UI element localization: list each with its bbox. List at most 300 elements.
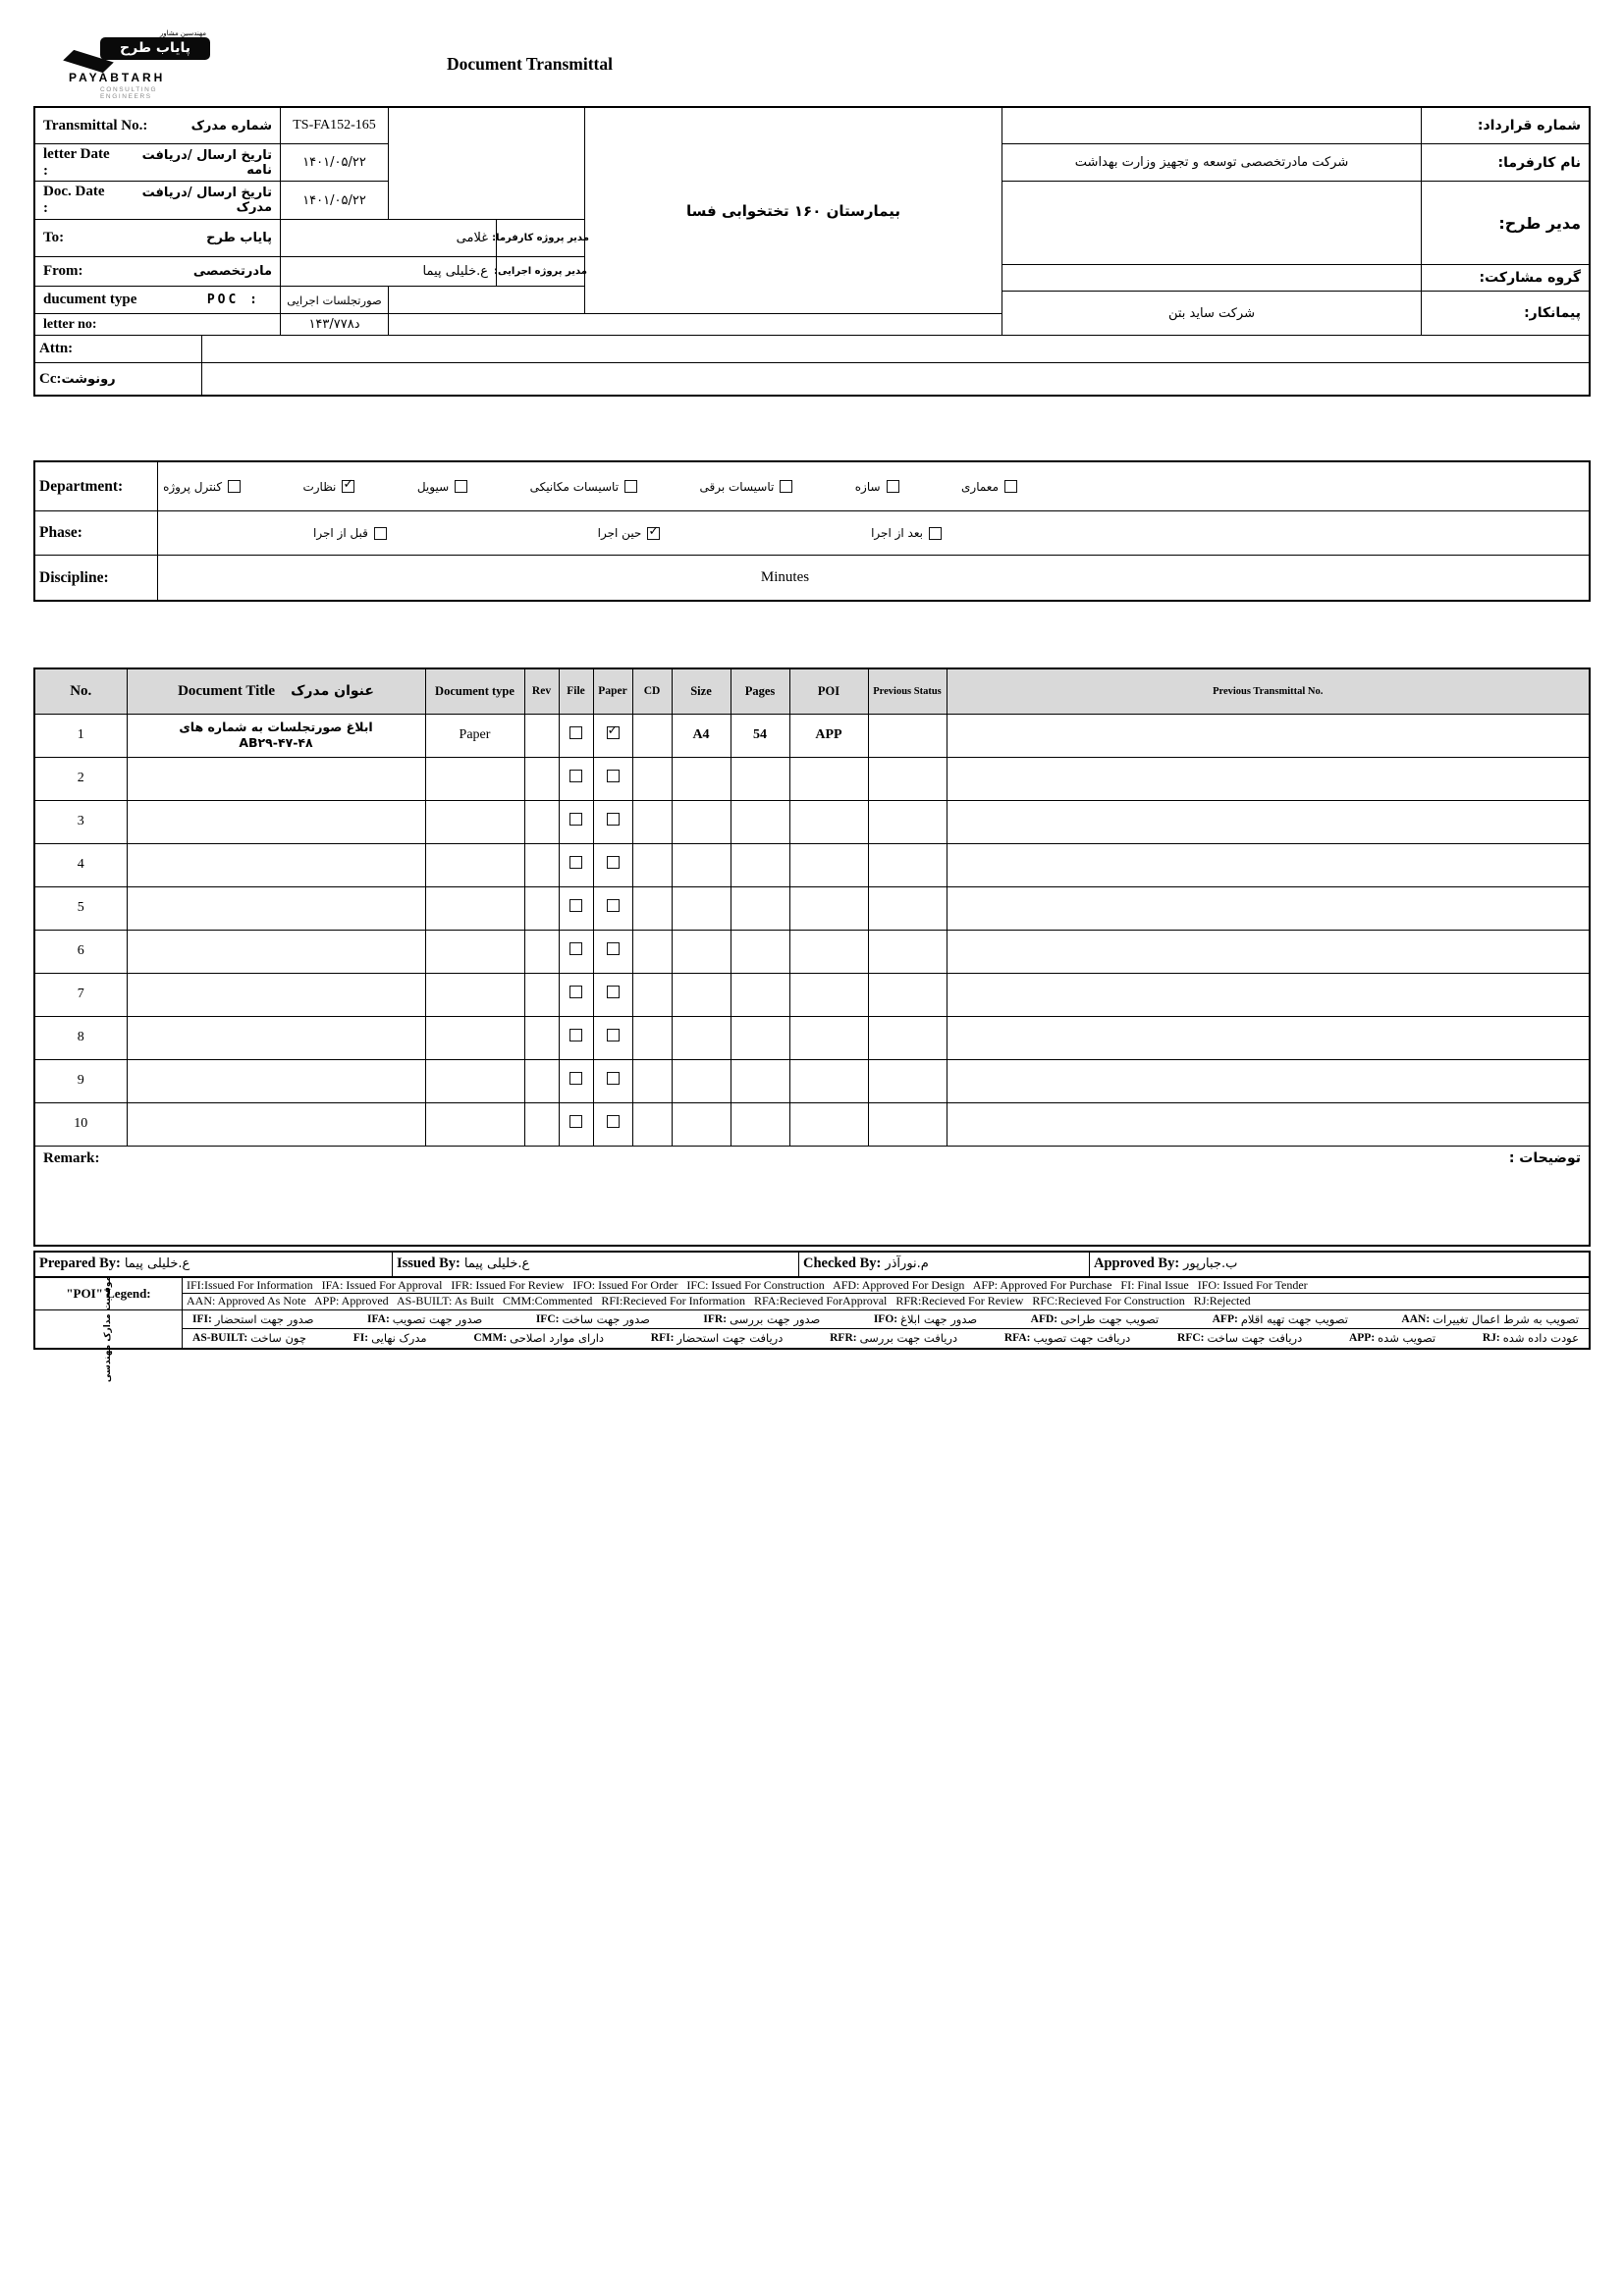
phase-label: Phase: — [35, 511, 158, 555]
transmittal-no-label-fa: شماره مدرک — [190, 118, 272, 133]
row-no: 3 — [35, 800, 127, 843]
department-item-label: تاسیسات برقی — [699, 479, 775, 494]
doc-date-label-fa: تاریخ ارسال /دریافت مدرک — [141, 186, 272, 215]
legend-item — [830, 1331, 957, 1345]
row-pages — [731, 886, 789, 930]
col-previous-transmittal-no: Previous Transmittal No. — [947, 669, 1589, 714]
row-previous-transmittal — [947, 757, 1589, 800]
file-checkbox[interactable] — [569, 813, 582, 826]
design-manager-value — [1002, 182, 1422, 265]
row-file-cell — [559, 1102, 593, 1146]
phase-checkbox[interactable] — [929, 527, 942, 540]
row-size — [672, 757, 731, 800]
doc-date-label-cell — [35, 182, 281, 220]
file-checkbox[interactable] — [569, 856, 582, 869]
phase-item-label: بعد از اجرا — [871, 526, 923, 540]
row-previous-transmittal — [947, 1102, 1589, 1146]
legend-item-code: AAN: — [1401, 1312, 1431, 1325]
logo-name-fa: پایاب طرح — [120, 40, 190, 56]
legend-item-fa: عودت داده شده — [1502, 1331, 1579, 1345]
department-item — [699, 480, 792, 494]
phase-options — [313, 526, 942, 540]
row-rev — [524, 1059, 559, 1102]
row-pages — [731, 930, 789, 973]
legend-item-code: RFR: — [830, 1332, 857, 1344]
legend-item — [1004, 1331, 1130, 1345]
row-paper-cell — [593, 843, 632, 886]
col-paper: Paper — [593, 669, 632, 714]
phase-item — [598, 526, 661, 540]
legend-item-code: AFD: — [1030, 1312, 1058, 1325]
paper-checkbox[interactable] — [607, 726, 620, 739]
transmittal-no-label-en: Transmittal No.: — [43, 117, 148, 133]
doc-table-header-row — [35, 669, 1589, 714]
row-cd — [632, 1059, 672, 1102]
row-previous-status — [868, 886, 947, 930]
row-cd — [632, 757, 672, 800]
legend-item-code: AFP: — [1212, 1312, 1238, 1325]
row-document-type — [425, 1059, 524, 1102]
discipline-value: Minutes — [760, 569, 810, 585]
row-file-cell — [559, 1016, 593, 1059]
department-item-label: نظارت — [302, 479, 337, 494]
phase-checkbox[interactable] — [647, 527, 660, 540]
row-previous-transmittal — [947, 800, 1589, 843]
legend-item-code: IFO: — [873, 1312, 898, 1325]
row-no: 8 — [35, 1016, 127, 1059]
row-title — [127, 843, 425, 886]
row-previous-transmittal — [947, 1016, 1589, 1059]
to-person-cell — [281, 220, 497, 257]
row-pages: 54 — [731, 714, 789, 757]
col-pages: Pages — [731, 669, 789, 714]
row-paper-cell — [593, 930, 632, 973]
row-cd — [632, 886, 672, 930]
legend-item — [1349, 1331, 1435, 1345]
from-cell — [35, 257, 281, 287]
file-checkbox[interactable] — [569, 1115, 582, 1128]
paper-checkbox[interactable] — [607, 1072, 620, 1085]
remark-box — [35, 1147, 1589, 1245]
partnership-label-cell: گروه مشارکت: — [1422, 265, 1589, 292]
legend-item-code: FI: — [352, 1332, 369, 1344]
legend-item-code: RFA: — [1003, 1332, 1031, 1344]
row-paper-cell — [593, 973, 632, 1016]
department-checkbox[interactable] — [455, 480, 467, 493]
department-item-label: کنترل پروژه — [163, 479, 223, 494]
doc-table-body — [35, 714, 1589, 1146]
info-empty-cell — [389, 287, 585, 314]
row-no: 6 — [35, 930, 127, 973]
legend-item-code: IFI: — [192, 1312, 212, 1325]
department-row — [35, 462, 1589, 511]
legend-item-code: RFC: — [1177, 1332, 1205, 1344]
from-value: مادرتخصصی — [192, 264, 272, 279]
row-document-type: Paper — [425, 714, 524, 757]
legend-item-fa: دریافت جهت تصویب — [1033, 1331, 1131, 1345]
department-checkbox[interactable] — [342, 480, 354, 493]
from-person: ع.خلیلی پیما — [422, 264, 488, 279]
legend-item — [192, 1312, 314, 1326]
legend-item — [874, 1312, 977, 1326]
cc-value — [202, 363, 1589, 395]
letter-no-label-cell: letter no: — [35, 314, 281, 336]
doc-row — [35, 714, 1589, 757]
row-size — [672, 1059, 731, 1102]
row-file-cell — [559, 973, 593, 1016]
to-person: غلامی — [456, 231, 488, 245]
row-size — [672, 1102, 731, 1146]
row-file-cell — [559, 714, 593, 757]
row-cd — [632, 1016, 672, 1059]
row-previous-status — [868, 800, 947, 843]
row-poi: APP — [789, 714, 868, 757]
to-label: To: — [43, 230, 65, 245]
paper-checkbox[interactable] — [607, 856, 620, 869]
approved-by-name: ب.جبارپور — [1183, 1256, 1238, 1271]
legend-item-fa: صدور جهت بررسی — [730, 1311, 821, 1326]
file-checkbox[interactable] — [569, 726, 582, 739]
row-paper-cell — [593, 757, 632, 800]
doc-row — [35, 1059, 1589, 1102]
legend-item — [703, 1312, 820, 1326]
from-person-cell — [281, 257, 497, 287]
row-document-type — [425, 1102, 524, 1146]
department-item — [530, 480, 637, 494]
legend-item-fa: تصویب شده — [1378, 1331, 1436, 1345]
department-table — [33, 460, 1591, 602]
row-no: 1 — [35, 714, 127, 757]
department-checkbox[interactable] — [624, 480, 637, 493]
legend-item — [651, 1331, 784, 1345]
page-title: Document Transmittal — [447, 54, 613, 74]
row-poi — [789, 930, 868, 973]
row-size — [672, 1016, 731, 1059]
file-checkbox[interactable] — [569, 986, 582, 998]
row-size — [672, 930, 731, 973]
col-previous-status: Previous Status — [868, 669, 947, 714]
paper-checkbox[interactable] — [607, 1029, 620, 1041]
legend-item — [1213, 1312, 1348, 1326]
info-empty-cell — [389, 314, 1002, 336]
row-rev — [524, 800, 559, 843]
row-paper-cell — [593, 886, 632, 930]
row-paper-cell — [593, 714, 632, 757]
row-no: 9 — [35, 1059, 127, 1102]
department-item — [302, 480, 354, 494]
row-poi — [789, 886, 868, 930]
cc-label-cell: Cc: رونوشت — [35, 363, 202, 395]
discipline-label: Discipline: — [35, 556, 158, 600]
contractor-label-cell: پیمانکار: — [1422, 292, 1589, 336]
discipline-row — [35, 556, 1589, 600]
legend-item-fa: صدور جهت استحضار — [214, 1311, 314, 1326]
poi-legend-fa-line1 — [183, 1310, 1589, 1329]
legend-item-fa: چون ساخت — [250, 1331, 306, 1345]
row-rev — [524, 1016, 559, 1059]
col-poi: POI — [789, 669, 868, 714]
paper-checkbox[interactable] — [607, 942, 620, 955]
doc-row — [35, 973, 1589, 1016]
row-previous-status — [868, 973, 947, 1016]
row-title — [127, 757, 425, 800]
doc-row — [35, 757, 1589, 800]
row-previous-status — [868, 714, 947, 757]
row-title — [127, 1016, 425, 1059]
row-previous-transmittal — [947, 714, 1589, 757]
department-checkbox[interactable] — [780, 480, 792, 493]
legend-item-fa: مدرک نهایی — [371, 1331, 427, 1345]
approved-by-label: Approved By: — [1094, 1255, 1180, 1271]
logo-mark — [100, 37, 210, 60]
to-cell — [35, 220, 281, 257]
row-document-type — [425, 757, 524, 800]
poi-legend-line2: AAN: Approved As Note APP: Approved AS-BUILT: As Built CMM:Commented RFI:Recieved For Information RFA:Recieved ForApproval RFR:Recieved For Review RFC:Recieved For Construction RJ:Rejected — [187, 1294, 1251, 1308]
design-manager-label-cell: مدیر طرح: — [1422, 182, 1589, 265]
row-previous-transmittal — [947, 973, 1589, 1016]
row-cd — [632, 800, 672, 843]
prepared-by-cell — [35, 1253, 392, 1276]
checked-by-name: م.نورآذر — [885, 1256, 929, 1271]
row-poi — [789, 757, 868, 800]
department-checkbox[interactable] — [1004, 480, 1017, 493]
row-no: 7 — [35, 973, 127, 1016]
department-item-label: سازه — [854, 479, 881, 494]
department-checkbox[interactable] — [228, 480, 241, 493]
logo-name-en: PAYABTARH — [69, 71, 166, 84]
col-rev: Rev — [524, 669, 559, 714]
department-item-label: تاسیسات مکانیکی — [529, 479, 620, 494]
row-paper-cell — [593, 1102, 632, 1146]
row-cd — [632, 1102, 672, 1146]
document-type-label-cell — [35, 287, 281, 314]
file-checkbox[interactable] — [569, 1029, 582, 1041]
row-rev — [524, 886, 559, 930]
department-label: Department: — [35, 462, 158, 510]
doc-row — [35, 1016, 1589, 1059]
row-pages — [731, 800, 789, 843]
row-poi — [789, 1059, 868, 1102]
letter-date-label-fa: تاریخ ارسال /دریافت نامه — [141, 147, 272, 178]
row-pages — [731, 1016, 789, 1059]
row-cd — [632, 843, 672, 886]
legend-item-fa: دارای موارد اصلاحی — [510, 1331, 605, 1345]
file-checkbox[interactable] — [569, 942, 582, 955]
row-previous-transmittal — [947, 930, 1589, 973]
legend-item-code: APP: — [1348, 1332, 1376, 1344]
checked-by-cell — [798, 1253, 1089, 1276]
contract-no-label-cell: شماره قرارداد: — [1422, 108, 1589, 144]
row-previous-status — [868, 757, 947, 800]
department-item-label: سیویل — [416, 479, 450, 494]
employer-label-cell: نام کارفرما: — [1422, 144, 1589, 182]
transmittal-no-label-cell — [35, 108, 281, 144]
department-checkbox[interactable] — [887, 480, 899, 493]
legend-item — [1483, 1331, 1579, 1345]
paper-checkbox[interactable] — [607, 986, 620, 998]
employer-value: شرکت مادرتخصصی توسعه و تجهیز وزارت بهداشت — [1002, 144, 1422, 182]
col-cd: CD — [632, 669, 672, 714]
poi-legend-line1: IFI:Issued For Information IFA: Issued For Approval IFR: Issued For Review IFO: Issued For Order IFC: Issued For Construction AFD: Approved For Design AFP: Approved For Purchase FI: Final Issue IFO: Issued For Tender — [183, 1278, 1589, 1294]
document-type-fa-cell: صورتجلسات اجرایی — [281, 287, 389, 314]
contract-no-value — [1002, 108, 1422, 144]
legend-item-code: IFR: — [703, 1312, 728, 1325]
issued-by-name: ع.خلیلی پیما — [463, 1256, 530, 1271]
legend-item-fa: صدور جهت تصویب — [392, 1311, 483, 1326]
row-document-type — [425, 800, 524, 843]
row-title — [127, 930, 425, 973]
info-table — [33, 106, 1591, 397]
row-title — [127, 973, 425, 1016]
row-paper-cell — [593, 1059, 632, 1102]
prepared-by-label: Prepared By: — [39, 1255, 121, 1271]
legend-item-code: IFA: — [367, 1312, 390, 1325]
legend-item-fa: دریافت جهت استحضار — [677, 1331, 784, 1345]
row-previous-status — [868, 930, 947, 973]
row-poi — [789, 800, 868, 843]
department-item — [163, 480, 241, 494]
row-size — [672, 886, 731, 930]
row-rev — [524, 973, 559, 1016]
row-document-type — [425, 843, 524, 886]
legend-item-code: AS-BUILT: — [192, 1332, 248, 1344]
cc-row — [35, 363, 1589, 395]
poi-legend — [33, 1275, 1591, 1382]
paper-checkbox[interactable] — [607, 899, 620, 912]
row-paper-cell — [593, 800, 632, 843]
row-pages — [731, 973, 789, 1016]
poi-legend-fa-line2 — [183, 1329, 1589, 1348]
legend-item-fa: صدور جهت ابلاغ — [900, 1311, 978, 1326]
doc-date-label-en: Doc. Date : — [43, 184, 105, 216]
signature-row — [33, 1251, 1591, 1278]
department-item — [961, 480, 1017, 494]
legend-item — [192, 1331, 306, 1345]
legend-item — [367, 1312, 482, 1326]
prepared-by-name: ع.خلیلی پیما — [124, 1256, 190, 1271]
row-document-type — [425, 973, 524, 1016]
doc-row — [35, 843, 1589, 886]
letter-date-label-en: letter Date : — [43, 145, 110, 179]
row-file-cell — [559, 930, 593, 973]
legend-item-fa: صدور جهت ساخت — [562, 1311, 650, 1326]
row-previous-status — [868, 843, 947, 886]
file-checkbox[interactable] — [569, 1072, 582, 1085]
row-title — [127, 886, 425, 930]
row-cd — [632, 714, 672, 757]
row-file-cell — [559, 843, 593, 886]
row-previous-status — [868, 1059, 947, 1102]
legend-item-code: RFI: — [650, 1332, 675, 1344]
paper-checkbox[interactable] — [607, 813, 620, 826]
row-size: A4 — [672, 714, 731, 757]
phase-item-label: حین اجرا — [597, 526, 642, 540]
row-size — [672, 800, 731, 843]
row-previous-transmittal — [947, 843, 1589, 886]
row-no: 2 — [35, 757, 127, 800]
row-pages — [731, 1102, 789, 1146]
legend-item-fa: تصویب جهت تهیه اقلام — [1240, 1311, 1348, 1326]
row-rev — [524, 930, 559, 973]
legend-item — [1401, 1312, 1579, 1326]
row-title — [127, 1102, 425, 1146]
partnership-value — [1002, 265, 1422, 292]
department-item — [855, 480, 899, 494]
legend-item — [1031, 1312, 1159, 1326]
letter-no-value: ۱۴۳/۷۷۸د — [281, 314, 389, 336]
letter-date-value: ۱۴۰۱/۰۵/۲۲ — [281, 144, 389, 182]
row-pages — [731, 757, 789, 800]
exec-pm-label-cell: مدیر پروژه اجرایی: — [497, 257, 585, 287]
approved-by-cell — [1089, 1253, 1589, 1276]
row-rev — [524, 757, 559, 800]
department-item-label: معماری — [961, 479, 999, 494]
doc-row — [35, 886, 1589, 930]
row-rev — [524, 714, 559, 757]
col-file: File — [559, 669, 593, 714]
client-project-name: بیمارستان ۱۶۰ تختخوابی فسا — [585, 108, 1002, 314]
row-poi — [789, 843, 868, 886]
info-left-grid — [35, 108, 1002, 336]
paper-checkbox[interactable] — [607, 1115, 620, 1128]
info-right-grid — [1002, 108, 1589, 336]
row-rev — [524, 1102, 559, 1146]
attn-label-cell: Attn: — [35, 336, 202, 362]
phase-checkbox[interactable] — [374, 527, 387, 540]
legend-item — [1177, 1331, 1302, 1345]
info-empty-cell — [389, 108, 585, 220]
row-size — [672, 843, 731, 886]
legend-item-code: IFC: — [535, 1312, 560, 1325]
remark-label-en: Remark: — [43, 1149, 100, 1166]
legend-item-code: CMM: — [473, 1332, 508, 1344]
client-pm-label-cell: مدیر پروژه کارفرما: — [497, 220, 585, 257]
phase-item — [871, 526, 942, 540]
legend-item-fa: تصویب جهت طراحی — [1060, 1311, 1160, 1326]
logo-tagline-en: CONSULTING ENGINEERS — [100, 86, 158, 100]
row-file-cell — [559, 800, 593, 843]
legend-item — [473, 1331, 604, 1345]
row-pages — [731, 843, 789, 886]
letter-date-label-cell — [35, 144, 281, 182]
row-previous-status — [868, 1016, 947, 1059]
legend-item — [353, 1331, 427, 1345]
legend-item-code: RJ: — [1482, 1332, 1500, 1344]
from-label: From: — [43, 263, 83, 279]
transmittal-no-value: TS-FA152-165 — [281, 108, 389, 144]
col-no: No. — [35, 669, 127, 714]
row-title-line2: AB۲۹-۴۷-۴۸ — [239, 735, 313, 750]
file-checkbox[interactable] — [569, 770, 582, 782]
col-title: Document Title عنوان مدرک — [127, 669, 425, 714]
logo-tagline-fa: مهندسین مشاور — [159, 29, 206, 37]
file-checkbox[interactable] — [569, 899, 582, 912]
company-logo — [55, 29, 212, 100]
attn-row — [35, 336, 1589, 363]
attn-value — [202, 336, 1589, 362]
legend-item-fa: دریافت جهت ساخت — [1207, 1331, 1303, 1345]
row-file-cell — [559, 1059, 593, 1102]
issued-by-cell — [392, 1253, 798, 1276]
row-title-line1: ابلاغ صورتجلسات به شماره های — [179, 720, 373, 734]
row-document-type — [425, 886, 524, 930]
remark-label-fa: توضیحات : — [1508, 1149, 1581, 1166]
row-pages — [731, 1059, 789, 1102]
row-title — [127, 714, 425, 757]
paper-checkbox[interactable] — [607, 770, 620, 782]
row-file-cell — [559, 757, 593, 800]
row-cd — [632, 973, 672, 1016]
